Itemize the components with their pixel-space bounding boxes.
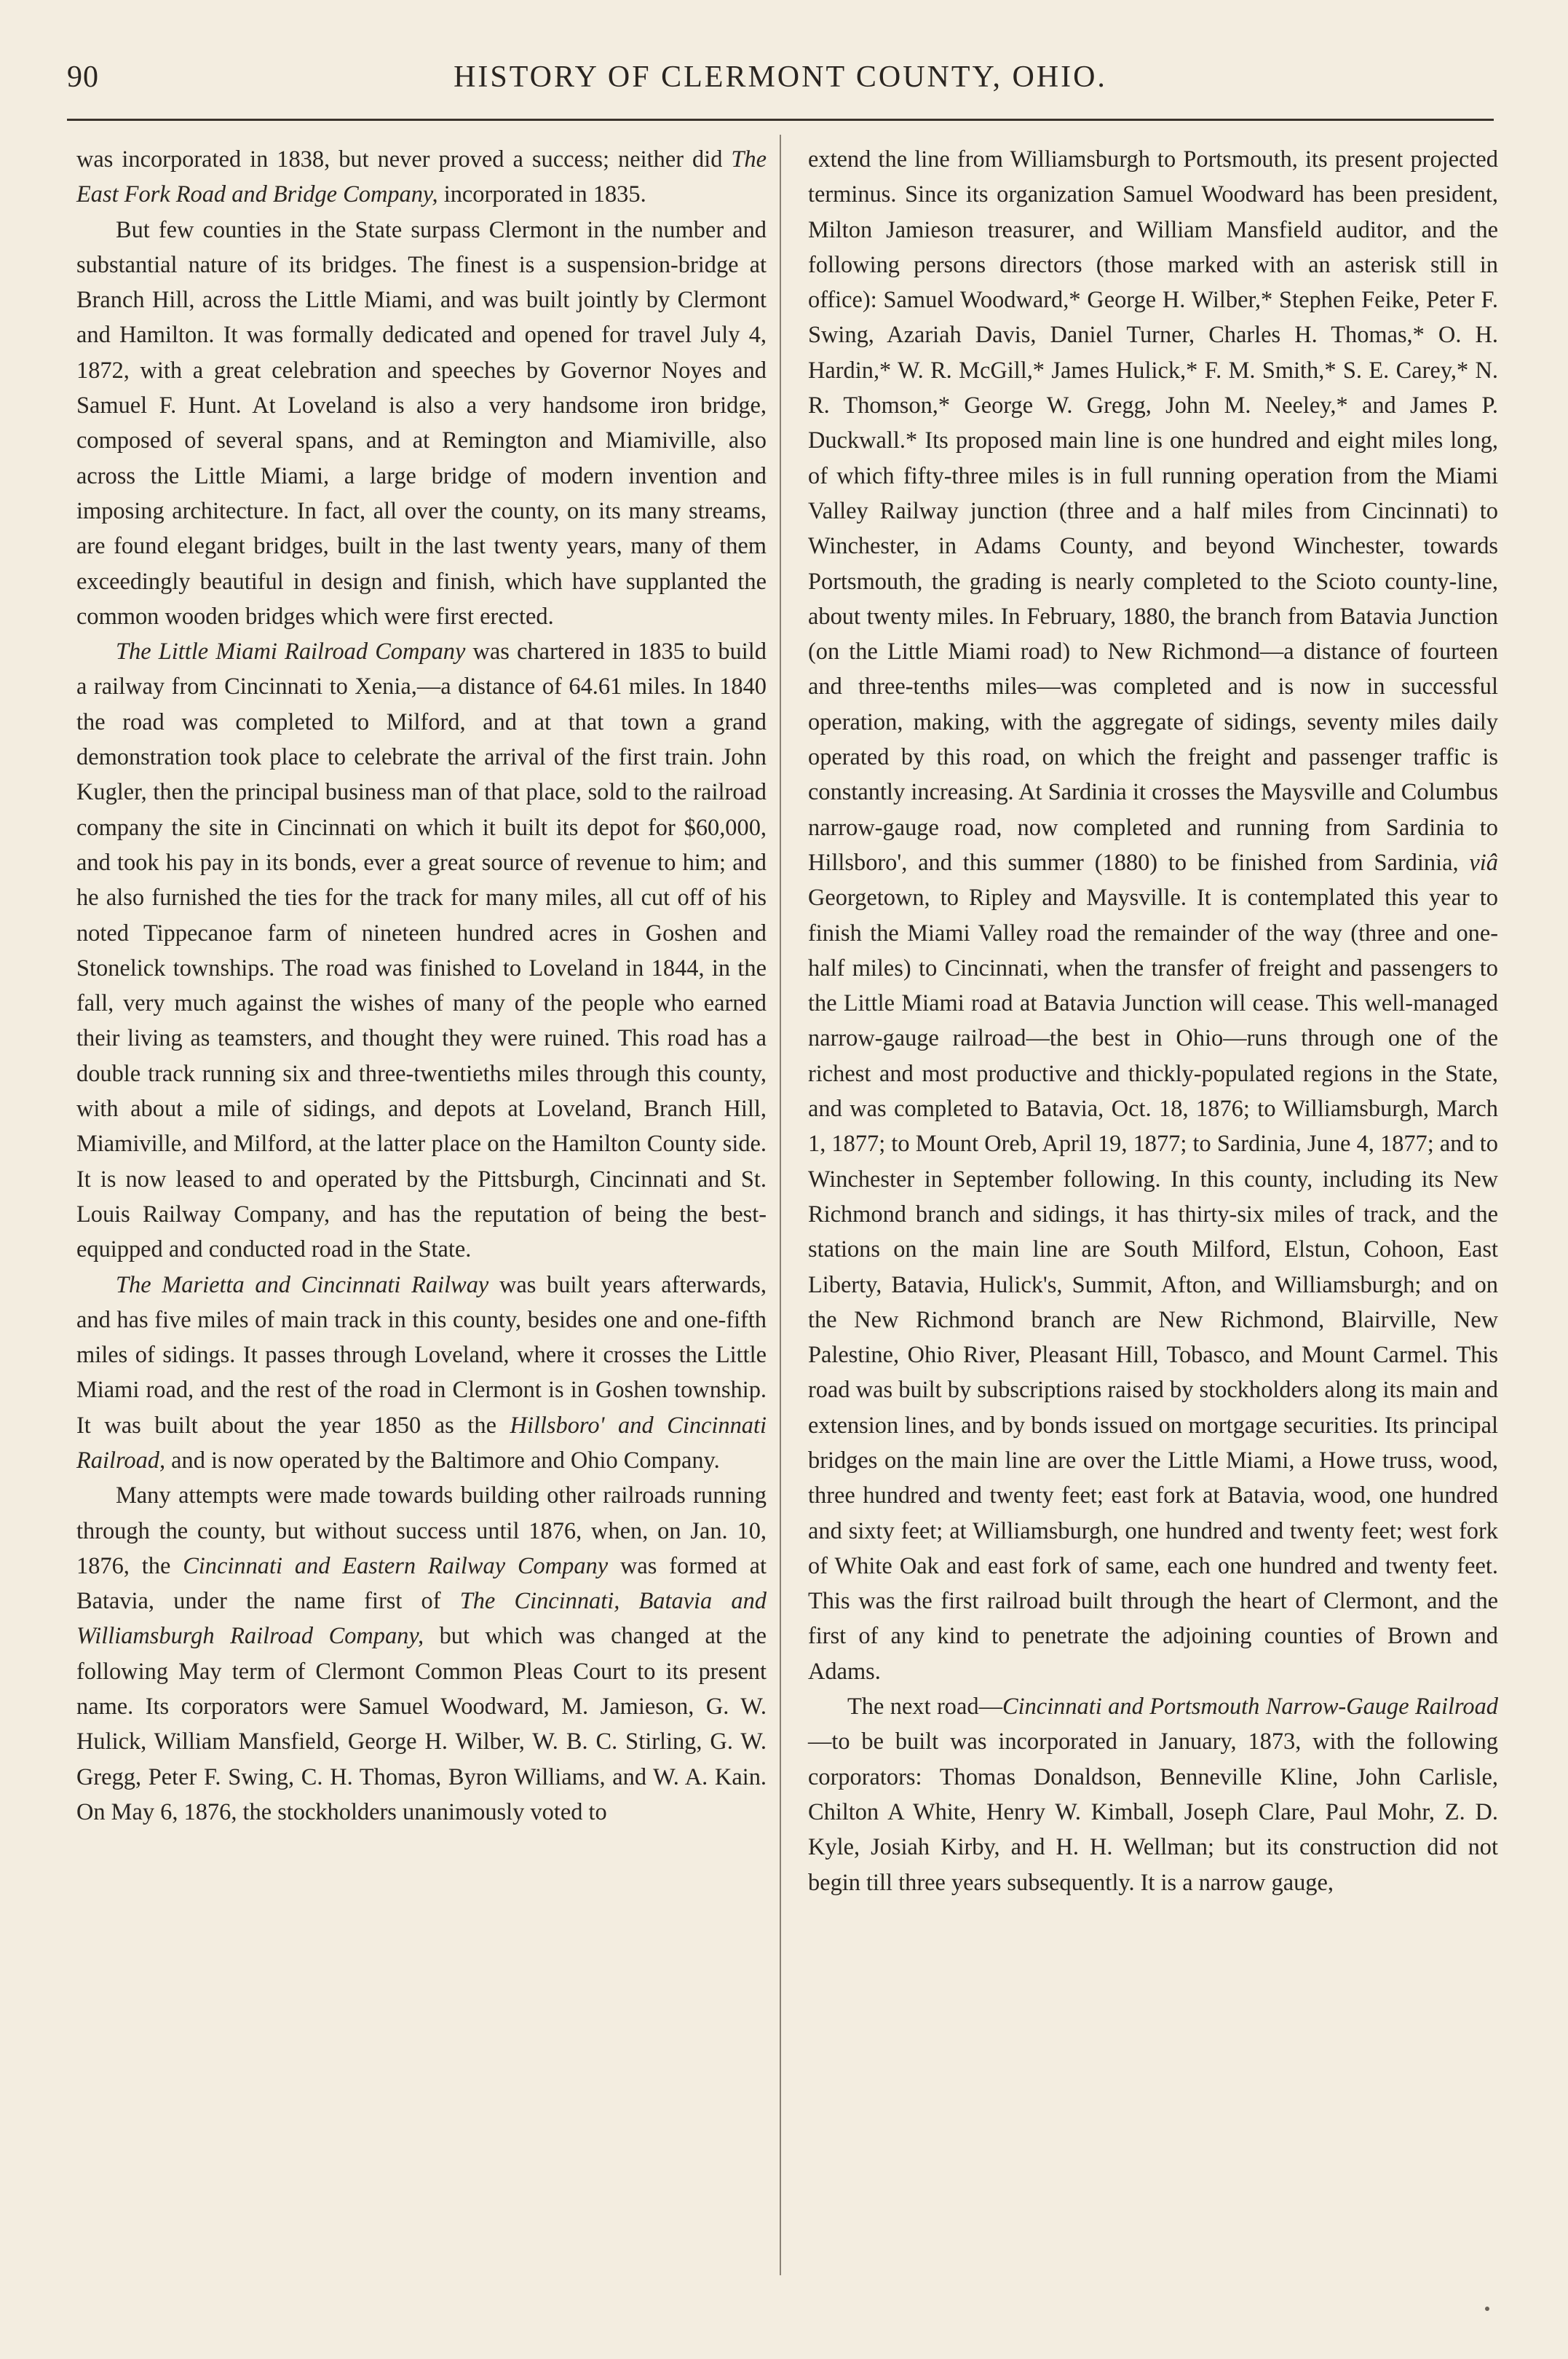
paragraph: was incorporated in 1838, but never proved a success; neither did The East Fork Road and Bridge Company, incorporated in 1835. <box>76 146 767 208</box>
page-number: 90 <box>67 60 99 94</box>
column-divider <box>780 135 781 2275</box>
paragraph: Many attempts were made towards building other railroads running through the county, but without success until 1876, when, on Jan. 10, 1876, the Cincinnati and Eastern Railway Company was formed at Batavia, under the name first of The Cincinnati, Batavia and Williamsburgh Railroad Company, but which was changed at the following May term of Clermont Common Pleas Court to its present name. Its corporators were Samuel Woodward, M. Jamieson, G. W. Hulick, William Mansfield, George H. Wilber, W. B. C. Stirling, G. W. Gregg, Peter F. Swing, C. H. Thomas, Byron Williams, and W. A. Kain. On May 6, 1876, the stockholders unanimously voted to <box>76 1482 767 1825</box>
header-rule <box>67 119 1494 121</box>
paragraph: extend the line from Williamsburgh to Portsmouth, its present projected terminus. Since its organization Samuel Woodward has been president, Milton Jamieson treasurer, and William Mansfield auditor, and the following persons directors (those marked with an asterisk still in office): Samuel Woodward,* George H. Wilber,* Stephen Feike, Peter F. Swing, Azariah Davis, Daniel Turner, Charles H. Thomas,* O. H. Hardin,* W. R. McGill,* James Hulick,* F. M. Smith,* S. E. Carey,* N. R. Thomson,* George W. Gregg, John M. Neeley,* and James P. Duckwall.* Its proposed main line is one hundred and eight miles long, of which fifty-three miles is in full running operation from the Miami Valley Railway junction (three and a half miles from Cincinnati) to Winchester, in Adams County, and beyond Winchester, towards Portsmouth, the grading is nearly completed to the Scioto county-line, about twenty miles. In February, 1880, the branch from Batavia Junction (on the Little Miami road) to New Richmond—a distance of fourteen and three-tenths miles—was completed and is now in successful operation, making, with the aggregate of sidings, seventy miles daily operated by this road, on which the freight and passenger traffic is constantly increasing. At Sardinia it crosses the Maysville and Columbus narrow-gauge road, now completed and running from Sardinia to Hillsboro', and this summer (1880) to be finished from Sardinia, viâ Georgetown, to Ripley and Maysville. It is contemplated this year to finish the Miami Valley road the remainder of the way (three and one-half miles) to Cincinnati, when the transfer of freight and passengers to the Little Miami road at Batavia Junction will cease. This well-managed narrow-gauge railroad—the best in Ohio—runs through one of the richest and most productive and thickly-populated regions in the State, and was completed to Batavia, Oct. 18, 1876; to Williamsburgh, March 1, 1877; to Mount Oreb, April 19, 1877; to Sardinia, June 4, 1877; and to Winchester in September following. In this county, including its New Richmond branch and sidings, it has thirty-six miles of track, and the stations on the main line are South Milford, Elstun, Cohoon, East Liberty, Batavia, Hulick's, Summit, Afton, and Williamsburgh; and on the New Richmond branch are New Richmond, Blairville, New Palestine, Ohio River, Pleasant Hill, Tobasco, and Mount Carmel. This road was built by subscriptions raised by stockholders along its main and extension lines, and by bonds issued on mortgage securities. Its principal bridges on the main line are over the Little Miami, a Howe truss, wood, three hundred and twenty feet; east fork at Batavia, wood, one hundred and sixty feet; at Williamsburgh, one hundred and twenty feet; west fork of White Oak and east fork of same, each one hundred and twenty feet. This was the first railroad built through the heart of Clermont, and the first of any kind to penetrate the adjoining counties of Brown and Adams. <box>808 146 1498 1685</box>
right-column <box>808 142 1498 1900</box>
paragraph: The Little Miami Railroad Company was chartered in 1835 to build a railway from Cincinnati to Xenia,—a distance of 64.61 miles. In 1840 the road was completed to Milford, and at that town a grand demonstration took place to celebrate the arrival of the first train. John Kugler, then the principal business man of that place, sold to the railroad company the site in Cincinnati on which it built its depot for $60,000, and took his pay in its bonds, ever a great source of revenue to him; and he also furnished the ties for the track for many miles, all cut off of his noted Tippecanoe farm of nineteen hundred acres in Goshen and Stonelick townships. The road was finished to Loveland in 1844, in the fall, very much against the wishes of many of the people who earned their living as teamsters, and thought they were ruined. This road has a double track running six and three-twentieths miles through this county, with about a mile of sidings, and depots at Loveland, Branch Hill, Miamiville, and Milford, at the latter place on the Hamilton County side. It is now leased to and operated by the Pittsburgh, Cincinnati and St. Louis Railway Company, and has the reputation of being the best-equipped and conducted road in the State. <box>76 639 767 1263</box>
print-speck <box>1485 2307 1489 2311</box>
paragraph: The next road—Cincinnati and Portsmouth Narrow-Gauge Railroad—to be built was incorporated in January, 1873, with the following corporators: Thomas Donaldson, Benneville Kline, John Carlisle, Chilton A White, Henry W. Kimball, Joseph Clare, Paul Mohr, Z. D. Kyle, Josiah Kirby, and H. H. Wellman; but its construction did not begin till three years subsequently. It is a narrow gauge, <box>808 1694 1498 1896</box>
left-column <box>76 142 767 1830</box>
running-head: HISTORY OF CLERMONT COUNTY, OHIO. <box>454 60 1107 94</box>
paragraph: The Marietta and Cincinnati Railway was built years afterwards, and has five miles of main track in this county, besides one and one-fifth miles of sidings. It passes through Loveland, where it crosses the Little Miami road, and the rest of the road in Clermont is in Goshen township. It was built about the year 1850 as the Hillsboro' and Cincinnati Railroad, and is now operated by the Baltimore and Ohio Company. <box>76 1271 767 1474</box>
page-header <box>67 60 1494 106</box>
paragraph: But few counties in the State surpass Clermont in the number and substantial nature of its bridges. The finest is a suspension-bridge at Branch Hill, across the Little Miami, and was built jointly by Clermont and Hamilton. It was formally dedicated and opened for travel July 4, 1872, with a great celebration and speeches by Governor Noyes and Samuel F. Hunt. At Loveland is also a very handsome iron bridge, composed of several spans, and at Remington and Miamiville, also across the Little Miami, a large bridge of modern invention and imposing architecture. In fact, all over the county, on its many streams, are found elegant bridges, built in the last twenty years, many of them exceedingly beautiful in design and finish, which have supplanted the common wooden bridges which were first erected. <box>76 216 767 630</box>
